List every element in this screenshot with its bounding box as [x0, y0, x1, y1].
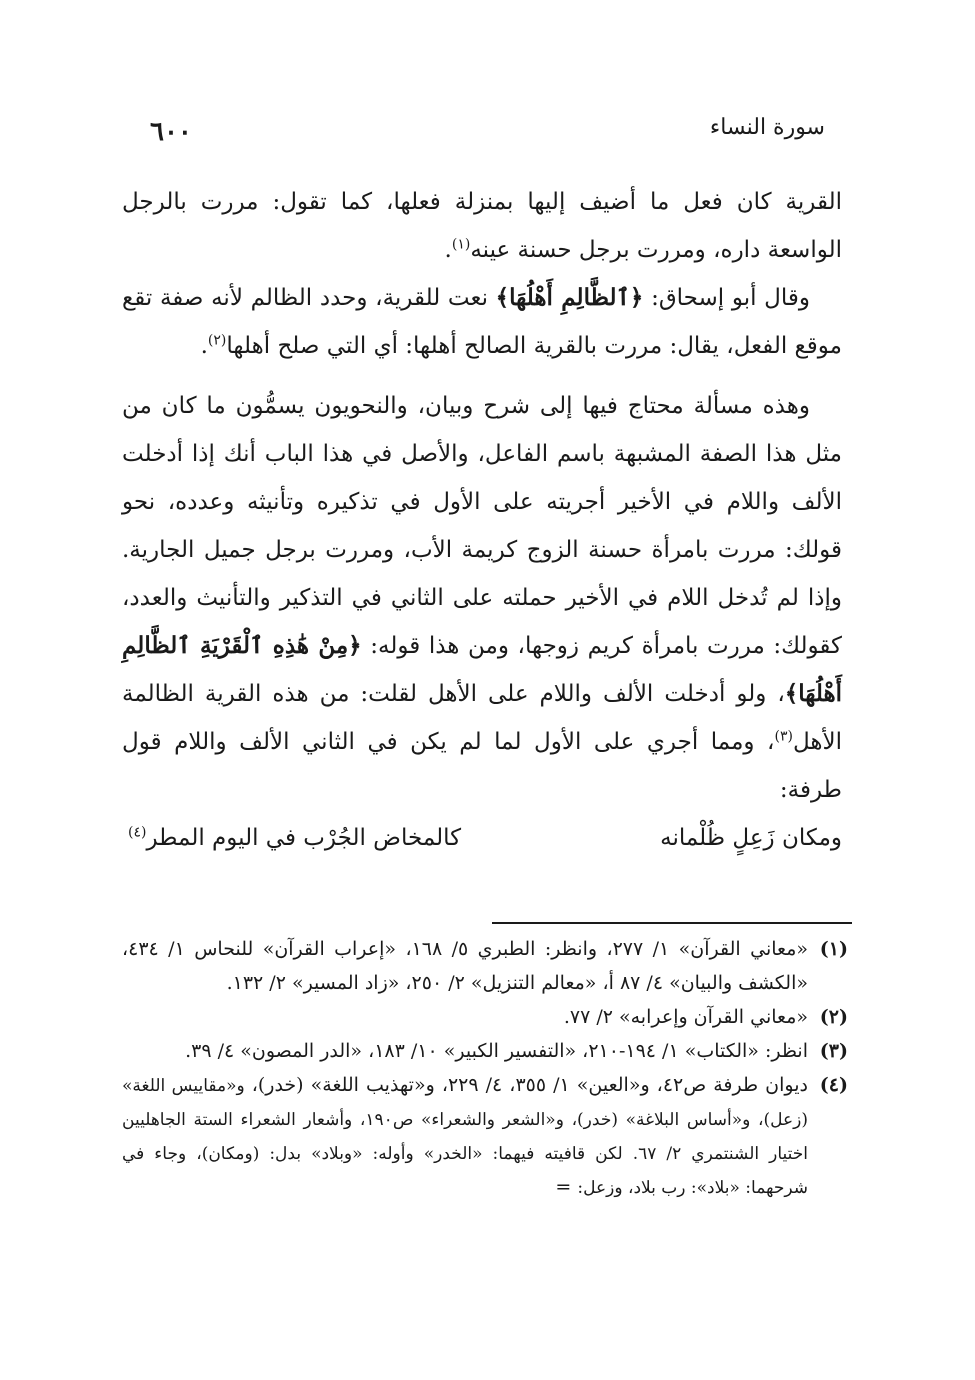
footnote-separator	[492, 922, 852, 924]
footnote-2-text: «معاني القرآن وإعرابه» ٢/ ٧٧.	[563, 1006, 808, 1028]
verse-hemistich-1: ومكان زَعِلٍ ظُلْمانه	[660, 825, 842, 851]
quran-quote-1: ﴿ٱلظَّالِمِ أَهْلُهَا﴾	[495, 284, 644, 311]
paragraph-2	[122, 274, 842, 370]
footnote-ref-2: (٢)	[207, 332, 227, 349]
footnote-1-text: «معاني القرآن» ١/ ٢٧٧، وانظر: الطبري ٥/ ١٦٨، «إعراب القرآن» للنحاس ١/ ٤٣٤، «الكشف والبيان» ٤/ ٨٧ أ، «معالم التنزيل» ٢/ ٢٥٠، «زاد المسير» ٢/ ١٣٢.	[122, 938, 808, 994]
footnote-4	[122, 1068, 848, 1204]
paragraph-3-part3: ، ومما أجري على الأول لما لم يكن في الثاني الألف واللام قول طرفة:	[122, 729, 842, 803]
footnote-ref-1: (١)	[451, 236, 471, 253]
verse-hemistich-2	[122, 814, 461, 862]
footnote-ref-4: (٤)	[128, 824, 147, 841]
footnote-4-number: (٤)	[819, 1074, 848, 1096]
footnote-2-number: (٢)	[819, 1006, 848, 1028]
page-number: ٦٠٠	[150, 117, 192, 147]
paragraph-3-part1: وهذه مسألة محتاج فيها إلى شرح وبيان، والنحويون يسمُّون ما كان من مثل هذا الصفة المشبهة باسم الفاعل، والأصل في هذا الباب أنك إذا أدخلت الألف واللام في الأخير أجريته على الأول في تذكيره وتأنيثه وعدده، نحو قولك: مررت بامرأة حسنة الزوج كريمة الأب، ومررت برجل جميل الجارية. وإذا لم تُدخل اللام في الأخير حملته على الثاني في التذكير والتأنيث والعدد، كقولك: مررت بامرأة كريم زوجها، ومن هذا قوله:	[122, 393, 843, 659]
page-header	[150, 112, 825, 152]
paragraph-1	[122, 178, 842, 274]
paragraph-1-text: القرية كان فعل ما أضيف إليها بمنزلة فعلها، كما تقول: مررت بالرجل الواسعة داره، ومررت برجل حسنة عينه	[122, 189, 842, 263]
paragraph-1-end: .	[444, 237, 452, 263]
footnote-3-number: (٣)	[819, 1040, 848, 1062]
footnote-4-body	[122, 1068, 808, 1204]
paragraph-2-end: .	[200, 333, 208, 359]
main-text	[122, 178, 842, 862]
paragraph-3	[122, 382, 842, 814]
footnote-continuation-mark: =	[555, 1176, 572, 1198]
surah-title: سورة النساء	[709, 115, 825, 140]
footnote-4-text-first: ديوان طرفة ص٤٢، و«العين» ١/ ٣٥٥، ٤/ ٢٢٩، و«تهذيب اللغة» (خدر)،	[251, 1074, 808, 1096]
footnote-3-text: انظر: «الكتاب» ١/ ١٩٤-٢١٠، «التفسير الكبير» ١٠/ ١٨٣، «الدر المصون» ٤/ ٣٩.	[185, 1040, 808, 1062]
footnote-ref-3: (٣)	[774, 728, 793, 745]
footnote-1-number: (١)	[819, 938, 848, 960]
footnote-3	[122, 1034, 848, 1068]
paragraph-2-before: وقال أبو إسحاق:	[643, 285, 810, 311]
paragraph-3-part2: ، ولو أدخلت الألف واللام على الأهل لقلت: من هذه القرية الظالمة الأهل	[122, 681, 842, 755]
footnotes	[122, 932, 848, 1204]
poetry-verse	[122, 814, 842, 862]
quran-quote-2: ﴿مِنْ هَٰذِهِ ٱلْقَرْيَةِ ٱلظَّالِمِ أَهْلُهَا﴾	[122, 632, 842, 707]
verse-hemistich-2-text: كالمخاض الجُرْب في اليوم المطر	[146, 825, 462, 851]
footnote-4-text-rest: و«مقاييس اللغة» (زعل)، و«أساس البلاغة» (خدر)، و«الشعر والشعراء» ص١٩٠، وأشعار الشعراء الستة الجاهليين اختيار الشنتمري ٢/ ٦٧. لكن قافيته فيهما: «الخدر» وأوله: «وبلاد» بدل: (ومكان)، وجاء في شرحهما: «بلاد»: رب بلاد، وزعل:	[122, 1076, 809, 1198]
paragraph-2-after: نعت للقرية، وحدد الظالم لأنه صفة تقع موقع الفعل، يقال: مررت بالقرية الصالح أهلها: أي التي صلح أهلها	[122, 285, 842, 359]
footnote-1	[122, 932, 848, 1000]
footnote-2	[122, 1000, 848, 1034]
